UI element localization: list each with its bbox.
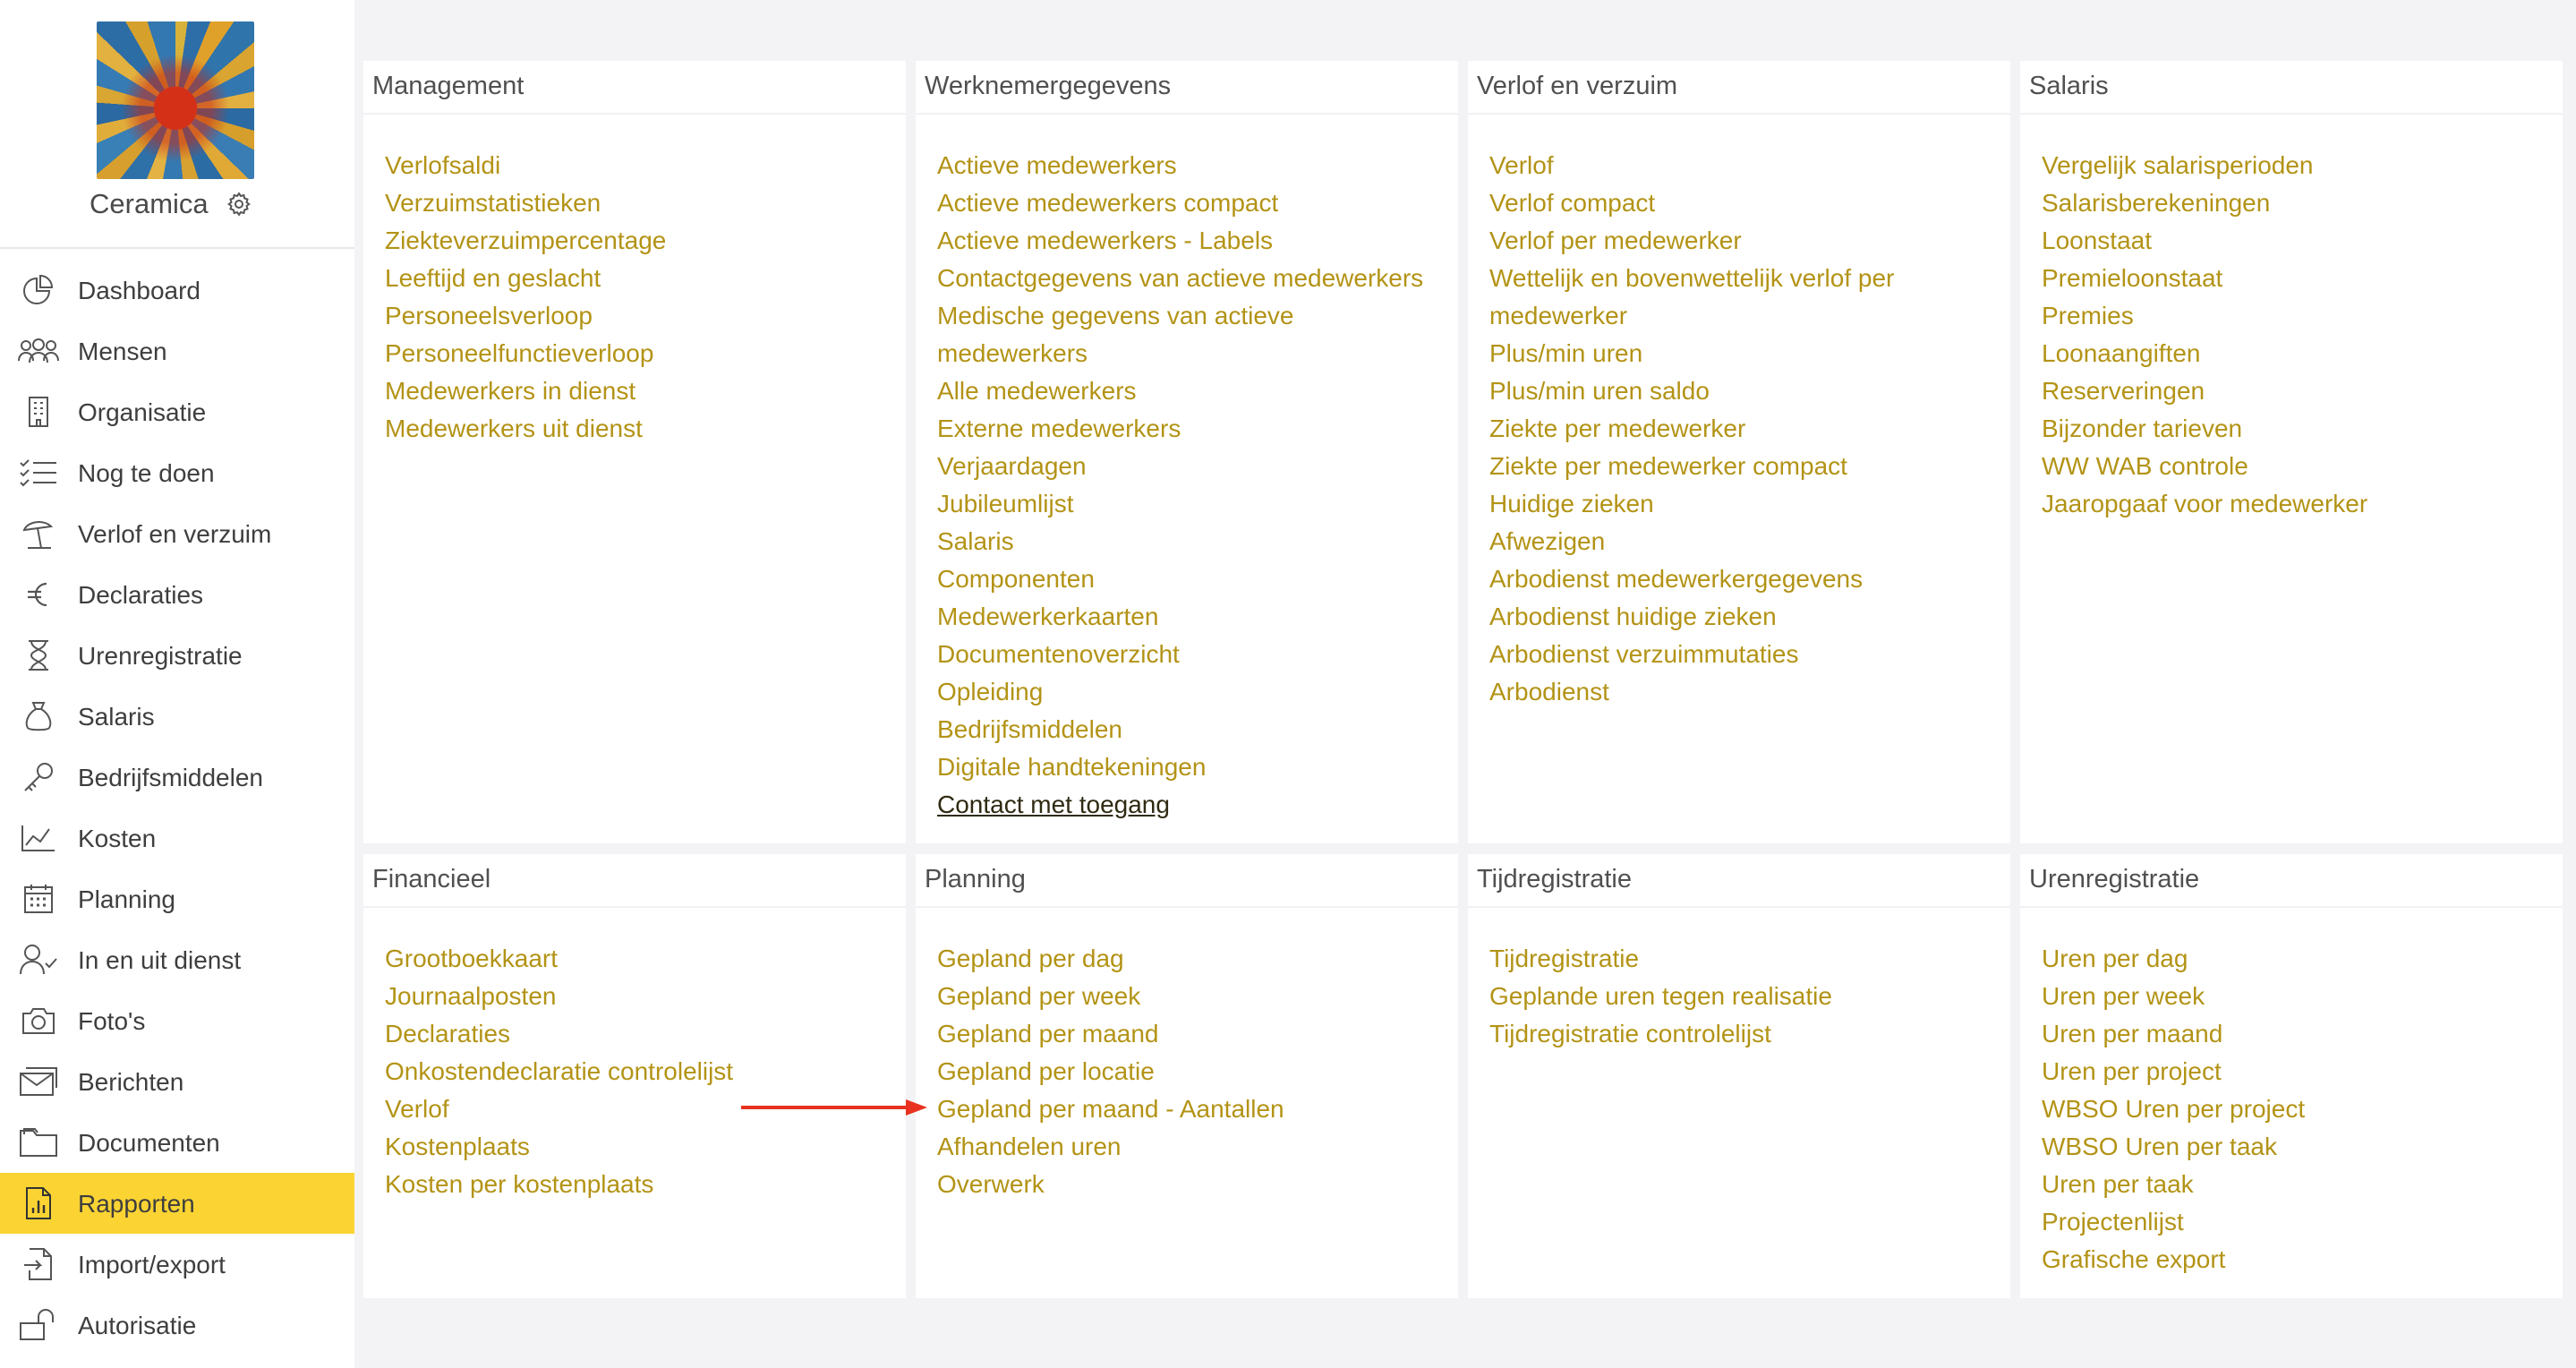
report-link[interactable]: medewerkers (937, 339, 1088, 367)
report-link[interactable]: WW WAB controle (2042, 452, 2248, 480)
divider (363, 113, 906, 115)
report-link[interactable]: Journaalposten (385, 982, 557, 1010)
import-export-icon (18, 1249, 59, 1279)
report-link[interactable]: Salaris (937, 527, 1014, 555)
report-link[interactable]: Medische gegevens van actieve (937, 302, 1294, 329)
report-link[interactable]: Actieve medewerkers - Labels (937, 227, 1274, 254)
report-link[interactable]: Verjaardagen (937, 452, 1087, 480)
hourglass-icon (18, 640, 59, 671)
nav-item-declaraties[interactable]: Declaraties (0, 564, 354, 625)
card-title: Werknemergegevens (925, 72, 1172, 100)
report-link[interactable]: Premies (2042, 302, 2134, 329)
nav-item-dashboard[interactable]: Dashboard (0, 260, 354, 321)
report-link[interactable]: Overwerk (937, 1170, 1045, 1198)
report-link[interactable]: Gepland per week (937, 982, 1141, 1010)
report-link[interactable]: Personeelsverloop (385, 302, 593, 329)
report-link[interactable]: Reserveringen (2042, 377, 2205, 405)
report-links (385, 940, 891, 1203)
divider (1468, 906, 2010, 908)
card-verlof-en-verzuim (1468, 61, 2010, 843)
card-salaris (2020, 61, 2563, 843)
building-icon (18, 397, 59, 427)
report-link[interactable]: Jaaropgaaf voor medewerker (2042, 490, 2368, 517)
company-header (0, 0, 354, 249)
report-link-highlighted[interactable]: Gepland per maand - Aantallen (937, 1095, 1284, 1123)
report-link[interactable]: Digitale handtekeningen (937, 753, 1207, 781)
report-link[interactable]: Huidige zieken (1489, 490, 1654, 517)
nav-item-import-export[interactable]: Import/export (0, 1234, 354, 1295)
report-link[interactable]: Kosten per kostenplaats (385, 1170, 654, 1198)
card-title: Urenregistratie (2029, 865, 2200, 893)
nav-item-autorisatie[interactable]: Autorisatie (0, 1295, 354, 1355)
card-title: Management (372, 72, 525, 100)
report-links (937, 147, 1444, 824)
nav-item-planning[interactable]: Planning (0, 868, 354, 929)
card-urenregistratie (2020, 854, 2563, 1298)
report-link[interactable]: Grootboekkaart (385, 945, 558, 972)
report-link[interactable]: Verlofsaldi (385, 151, 501, 179)
report-links (1489, 940, 1996, 1053)
beach-umbrella-icon (18, 518, 59, 549)
report-link[interactable]: Verlof compact (1489, 189, 1656, 217)
report-link[interactable]: Arbodienst medewerkergegevens (1489, 565, 1864, 593)
divider (2020, 113, 2563, 115)
report-link[interactable]: Actieve medewerkers (937, 151, 1177, 179)
money-bag-icon (18, 701, 59, 731)
report-link[interactable]: Afwezigen (1489, 527, 1606, 555)
report-link[interactable]: Gepland per maand (937, 1020, 1159, 1047)
nav-item-in-en-uit-dienst[interactable]: In en uit dienst (0, 929, 354, 990)
report-links (2042, 147, 2548, 523)
report-link[interactable]: Uren per maand (2042, 1020, 2223, 1047)
nav-item-bedrijfsmiddelen[interactable]: Bedrijfsmiddelen (0, 747, 354, 808)
report-links (1489, 147, 1996, 711)
messages-icon (18, 1066, 59, 1097)
report-link[interactable]: Verlof per medewerker (1489, 227, 1742, 254)
report-link-hovered[interactable]: Contact met toegang (937, 791, 1170, 818)
report-link[interactable]: Uren per project (2042, 1057, 2222, 1085)
report-link[interactable]: Plus/min uren (1489, 339, 1643, 367)
line-chart-icon (18, 823, 59, 853)
card-title: Verlof en verzuim (1477, 72, 1678, 100)
card-title: Planning (925, 865, 1026, 893)
report-link[interactable]: Opleiding (937, 678, 1044, 705)
card-title: Financieel (372, 865, 491, 893)
report-link[interactable]: Salarisberekeningen (2042, 189, 2271, 217)
report-link[interactable]: Medewerkers in dienst (385, 377, 636, 405)
report-link[interactable]: Contactgegevens van actieve medewerkers (937, 264, 1424, 292)
divider (916, 906, 1458, 908)
report-link[interactable]: Bedrijfsmiddelen (937, 715, 1122, 743)
annotation-arrow-icon (739, 1098, 929, 1117)
report-links (937, 940, 1444, 1203)
card-title: Tijdregistratie (1477, 865, 1632, 893)
euro-icon (18, 579, 59, 610)
nav-item-organisatie[interactable]: Organisatie (0, 381, 354, 442)
report-link[interactable]: Leeftijd en geslacht (385, 264, 601, 292)
report-link[interactable]: Projectenlijst (2042, 1208, 2184, 1235)
report-link[interactable]: Personeelfunctieverloop (385, 339, 654, 367)
report-link[interactable]: Jubileumlijst (937, 490, 1074, 517)
report-link[interactable]: Verzuimstatistieken (385, 189, 601, 217)
report-link[interactable]: Uren per week (2042, 982, 2205, 1010)
pie-chart-icon (18, 275, 59, 305)
nav-item-kosten[interactable]: Kosten (0, 808, 354, 868)
nav-item-documenten[interactable]: Documenten (0, 1112, 354, 1173)
nav-item-nog-te-doen[interactable]: Nog te doen (0, 442, 354, 503)
card-tijdregistratie (1468, 854, 2010, 1298)
report-link[interactable]: Wettelijk en bovenwettelijk verlof per (1489, 264, 1895, 292)
report-link[interactable]: Arbodienst (1489, 678, 1609, 705)
report-link[interactable]: Premieloonstaat (2042, 264, 2223, 292)
checklist-icon (18, 457, 59, 488)
report-link[interactable]: Uren per taak (2042, 1170, 2194, 1198)
divider (916, 113, 1458, 115)
report-link[interactable]: medewerker (1489, 302, 1628, 329)
report-link[interactable]: Verlof (1489, 151, 1554, 179)
report-link[interactable]: Onkostendeclaratie controlelijst (385, 1057, 734, 1085)
divider (1468, 113, 2010, 115)
nav-item-urenregistratie[interactable]: Urenregistratie (0, 625, 354, 686)
nav-item-salaris[interactable]: Salaris (0, 686, 354, 747)
report-link[interactable]: Medewerkerkaarten (937, 603, 1159, 630)
nav-item-mensen[interactable]: Mensen (0, 321, 354, 381)
card-management (363, 61, 906, 843)
report-link[interactable]: Gepland per locatie (937, 1057, 1155, 1085)
report-link[interactable]: Arbodienst verzuimmutaties (1489, 640, 1799, 668)
report-link[interactable]: Loonstaat (2042, 227, 2152, 254)
report-link[interactable]: Loonaangiften (2042, 339, 2201, 367)
report-icon (18, 1188, 59, 1218)
company-name: Ceramica (90, 188, 209, 219)
report-link[interactable]: Documentenoverzicht (937, 640, 1180, 668)
report-link[interactable]: Kostenplaats (385, 1133, 530, 1160)
report-link[interactable]: WBSO Uren per taak (2042, 1133, 2277, 1160)
card-planning (916, 854, 1458, 1298)
report-link[interactable]: Componenten (937, 565, 1095, 593)
card-financieel (363, 854, 906, 1298)
nav-item-fotos[interactable]: Foto's (0, 990, 354, 1051)
report-link[interactable]: Tijdregistratie (1489, 945, 1640, 972)
report-link[interactable]: Afhandelen uren (937, 1133, 1122, 1160)
report-link[interactable]: Uren per dag (2042, 945, 2188, 972)
company-logo[interactable] (97, 21, 254, 179)
report-link[interactable]: Declaraties (385, 1020, 511, 1047)
gear-icon[interactable] (226, 191, 252, 218)
report-link[interactable]: Arbodienst huidige zieken (1489, 603, 1777, 630)
report-links (385, 147, 891, 448)
report-links (2042, 940, 2548, 1278)
camera-icon (18, 1005, 59, 1036)
report-link[interactable]: Tijdregistratie controlelijst (1489, 1020, 1771, 1047)
nav-item-rapporten[interactable]: Rapporten (0, 1173, 354, 1234)
main-nav (0, 260, 354, 1355)
user-check-icon (18, 945, 59, 975)
report-link[interactable]: Externe medewerkers (937, 415, 1181, 442)
key-icon (18, 762, 59, 792)
report-link[interactable]: Grafische export (2042, 1245, 2226, 1273)
report-link[interactable]: Ziekte per medewerker (1489, 415, 1746, 442)
nav-item-verlof-en-verzuim[interactable]: Verlof en verzuim (0, 503, 354, 564)
report-link[interactable]: Medewerkers uit dienst (385, 415, 643, 442)
report-link[interactable]: Bijzonder tarieven (2042, 415, 2243, 442)
report-link[interactable]: Actieve medewerkers compact (937, 189, 1279, 217)
unlock-icon (18, 1310, 59, 1340)
divider (2020, 906, 2563, 908)
report-link[interactable]: Alle medewerkers (937, 377, 1137, 405)
nav-item-berichten[interactable]: Berichten (0, 1051, 354, 1112)
report-link[interactable]: Verlof (385, 1095, 449, 1123)
divider (363, 906, 906, 908)
folder-icon (18, 1127, 59, 1158)
people-icon (18, 336, 59, 366)
report-link[interactable]: Vergelijk salarisperioden (2042, 151, 2314, 179)
report-link[interactable]: Gepland per dag (937, 945, 1124, 972)
report-link[interactable]: Geplande uren tegen realisatie (1489, 982, 1832, 1010)
sidebar (0, 0, 354, 1368)
report-link[interactable]: Plus/min uren saldo (1489, 377, 1710, 405)
calendar-icon (18, 884, 59, 914)
report-link[interactable]: Ziekte per medewerker compact (1489, 452, 1847, 480)
report-link[interactable]: WBSO Uren per project (2042, 1095, 2306, 1123)
card-werknemergegevens (916, 61, 1458, 843)
report-link[interactable]: Ziekteverzuimpercentage (385, 227, 667, 254)
card-title: Salaris (2029, 72, 2109, 100)
